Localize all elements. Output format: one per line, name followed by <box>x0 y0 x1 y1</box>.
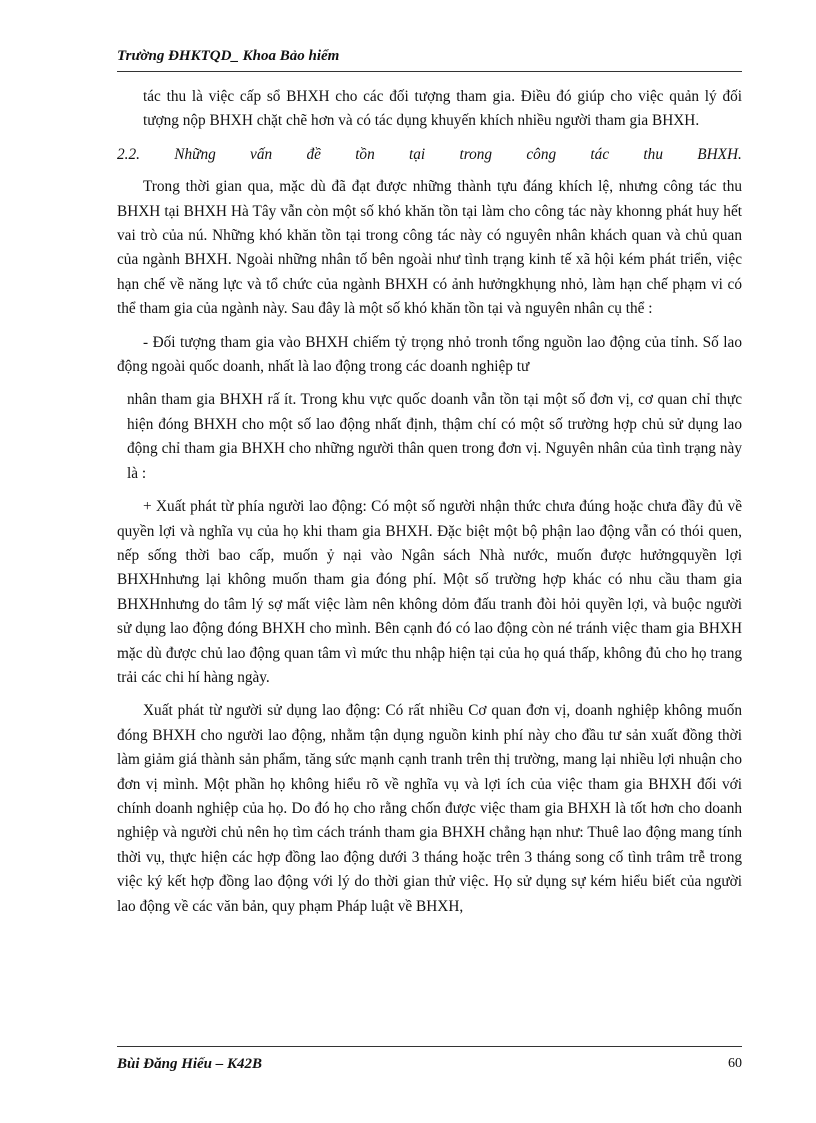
section-word: tại <box>409 145 426 163</box>
section-word: công <box>526 145 557 163</box>
section-word: trong <box>459 145 493 163</box>
paragraph-bullet-participants: - Đối tượng tham gia vào BHXH chiếm tỷ trọng nhỏ tronh tổng nguồn lao động của tỉnh. Số lao động ngoài quốc doanh, nhất là lao động trong các doanh nghiệp tư <box>117 333 742 376</box>
section-word: đề <box>306 145 321 163</box>
page-header: Trường ĐHKTQD_ Khoa Bảo hiểm <box>117 48 340 64</box>
section-word: thu <box>643 145 663 163</box>
section-word: tác <box>590 145 610 163</box>
paragraph-employee-cause: + Xuất phát từ phía người lao động: Có một số người nhận thức chưa đúng hoặc chưa đầy đủ về quyền lợi và nghĩa vụ của họ khi tham gia BHXH. Đặc biệt một bộ phận lao động vẫn có thói quen, nếp sống thời bao cấp, muốn ỷ nại vào Ngân sách Nhà nước, muốn được hưởngquyền lợi BHXHnhưng lại không muốn tham gia đóng phí. Một số trường hợp khác có nhu cầu tham gia BHXHnhưng do tâm lý sợ mất việc làm nên không dỏm đấu tranh đòi hỏi quyền lợi, và buộc người sử dụng lao động đóng BHXH cho mình. Bên cạnh đó có lao động còn né tránh việc tham gia BHXH mặc dù được chủ lao động quan tâm vì mức thu nhập hiện tại của họ quá thấp, không đủ cho họ trang trải các chi hí hàng ngày. <box>117 498 742 686</box>
section-word: vấn <box>250 145 273 163</box>
paragraph-intro: Trong thời gian qua, mặc dù đã đạt được những thành tựu đáng khích lệ, nhưng công tác thu BHXH tại BHXH Hà Tây vẫn còn một số khó khăn tồn tại làm cho công tác này khonng phát huy hết vai trò của nú. Những khó khăn tồn tại trong công tác này có nguyên nhân khách quan và chủ quan của ngành BHXH. Ngoài những nhân tố bên ngoài như tình trạng kinh tế xã hội kém phát triển, việc hạn chế về năng lực và tổ chức của ngành BHXH có ảnh hưởngkhụng nhỏ, làm hạn chế phạm vi có thể tham gia của ngành này. Sau đây là một số khó khăn tồn tại và nguyên nhân cụ thể : <box>117 178 742 318</box>
paragraph-continuation: tác thu là việc cấp sổ BHXH cho các đối tượng tham gia. Điều đó giúp cho việc quản lý đối tượng nộp BHXH chặt chẽ hơn và có tác dụng khuyến khích nhiều người tham gia BHXH. <box>143 88 742 130</box>
section-word: Những <box>174 145 216 163</box>
footer-author: Bùi Đăng Hiếu – K42B <box>117 1056 263 1072</box>
page-body <box>117 85 742 928</box>
section-word: BHXH. <box>697 145 742 163</box>
footer-divider <box>117 1046 742 1047</box>
paragraph-bullet-continuation: nhân tham gia BHXH rấ ít. Trong khu vực quốc doanh vẫn tồn tại một số đơn vị, cơ quan chỉ thực hiện đóng BHXH cho một số lao động nhất định, thậm chí có một số trường hợp chủ sử dụng lao động chỉ tham gia BHXH cho những người thân quen trong đơn vị. Nguyên nhân của tình trạng này là : <box>127 391 742 482</box>
section-number: 2.2. <box>117 145 140 163</box>
header-divider <box>117 71 742 72</box>
section-heading <box>117 143 742 167</box>
paragraph-employer-cause: Xuất phát từ người sử dụng lao động: Có rất nhiều Cơ quan đơn vị, doanh nghiệp không muốn đóng BHXH cho người lao động, nhằm tận dụng nguồn kinh phí này cho đầu tư sản xuất đồng thời làm giảm giá thành sản phẩm, tăng sức mạnh cạnh tranh trên thị trường, mang lại nhiều lợi nhuận cho đơn vị mình. Một phần họ không hiểu rõ về nghĩa vụ và lợi ích của việc tham gia BHXH đối với chính doanh nghiệp của họ. Do đó họ cho rằng chốn được việc tham gia BHXH là tốt hơn cho doanh nghiệp và người chủ nên họ tìm cách tránh tham gia BHXH chẳng hạn như: Thuê lao động mang tính thời vụ, thực hiện các hợp đồng lao động dưới 3 tháng hoặc trên 3 tháng song cố tình trâm trễ trong việc ký kết hợp đồng lao động với lý do thời gian thử việc. Họ sử dụng sự kém hiểu biết của người lao động về các văn bản, quy phạm Pháp luật về BHXH, <box>117 702 742 915</box>
section-word: tồn <box>355 145 375 163</box>
page-number: 60 <box>728 1056 742 1071</box>
